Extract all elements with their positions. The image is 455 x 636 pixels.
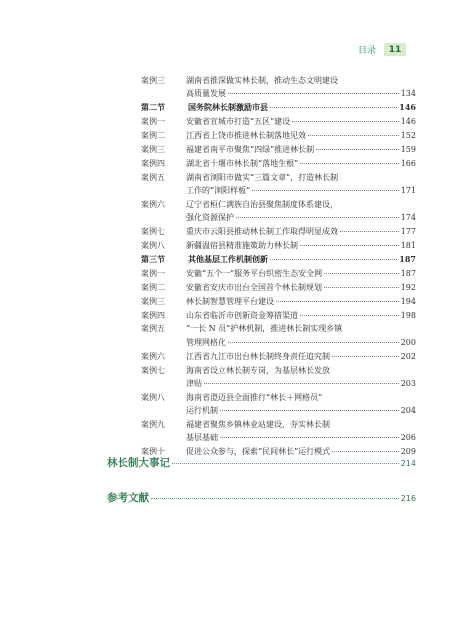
- toc-entry-title: [186, 198, 416, 225]
- toc-entry-label: 案例四: [141, 310, 165, 320]
- toc-entry-title: [186, 309, 416, 322]
- toc-entry-label: 案例六: [141, 199, 165, 209]
- toc-entry-title: [186, 391, 416, 418]
- toc-page-number: 200: [400, 337, 416, 347]
- toc-entry-title: [186, 129, 416, 142]
- chapter-title: 参考文献: [107, 492, 149, 504]
- toc-entry-text: 运行机制: [186, 405, 218, 415]
- chapter-page-number: 214: [400, 459, 416, 468]
- toc-entry-text: 湖南省浏阳市做实“三篇文章”，打造林长制: [186, 172, 339, 182]
- toc-entry-label: 案例十: [141, 447, 165, 457]
- dot-leader: [252, 189, 399, 191]
- dot-leader: [228, 341, 399, 343]
- toc-entry-title: [186, 239, 416, 252]
- toc-page-number: 198: [400, 310, 416, 320]
- toc-page-number: 187: [399, 253, 416, 264]
- toc-entry-title: [186, 115, 416, 128]
- dot-leader: [220, 436, 399, 438]
- dot-leader: [204, 382, 399, 384]
- page-header: [358, 43, 406, 56]
- toc-page-number: 209: [400, 447, 416, 457]
- toc-entry-label: 案例二: [141, 131, 165, 140]
- dot-leader: [151, 497, 399, 499]
- toc-chapter[interactable]: [107, 455, 416, 470]
- toc-page-number: 152: [400, 131, 416, 140]
- chapter-title: 林长制大事记: [107, 457, 170, 469]
- toc-page-number: 206: [400, 433, 416, 443]
- dot-leader: [276, 300, 399, 302]
- toc-entry-label: 案例七: [141, 227, 165, 237]
- dot-leader: [324, 272, 399, 274]
- toc-page-number: 203: [400, 378, 416, 388]
- toc-entry-label: 案例三: [141, 296, 165, 306]
- toc-entry-title: [186, 418, 416, 445]
- header-label: 目录: [357, 46, 376, 56]
- toc-entry-text: 高质量发展: [186, 89, 226, 99]
- toc-entry-title: [188, 101, 416, 114]
- dot-leader: [300, 162, 399, 164]
- toc-entry-label: 案例三: [141, 76, 165, 85]
- dot-leader: [316, 148, 399, 150]
- toc-entry-title: [186, 295, 416, 308]
- dot-leader: [292, 120, 399, 122]
- toc-entry-title: [186, 143, 416, 156]
- toc-page-number: 159: [400, 144, 416, 154]
- toc-entry-text: 江西省上饶市推进林长制落地见效: [186, 131, 306, 140]
- toc-entry-text: 基层基础: [186, 433, 218, 443]
- dot-leader: [300, 244, 399, 246]
- toc-entry-text: 海南省设立林长制专岗，为基层林长发放: [186, 365, 330, 375]
- toc-entry-label: 案例五: [141, 324, 165, 334]
- toc-page-number: 181: [400, 241, 416, 250]
- toc-page-number: 204: [400, 405, 416, 415]
- toc-entry-title: [186, 322, 416, 349]
- dot-leader: [324, 286, 399, 288]
- toc-entry-label: 案例四: [141, 158, 165, 168]
- toc-entry-text: 工作的“浏阳样板”: [186, 185, 251, 195]
- toc-entry-title: [186, 157, 416, 170]
- toc-entry-title: [186, 350, 416, 363]
- toc-entry-text: 海南省澄迈县全面推行“林长＋网格员”: [186, 392, 323, 402]
- toc-page-number: 146: [400, 117, 416, 127]
- toc-page-number: 202: [400, 351, 416, 361]
- toc-entry-label: 案例八: [141, 392, 165, 402]
- toc-entry-label: 案例一: [141, 268, 165, 278]
- toc-entry-text: 新疆温宿县精准施策助力林长制: [186, 241, 298, 250]
- dot-leader: [300, 314, 399, 316]
- dot-leader: [220, 409, 399, 411]
- toc-entry-text: 辽宁省桓仁满族自治县聚焦制度体系建设，: [186, 199, 338, 209]
- toc-entry-text: 湖北省十堰市林长制“落地生根”: [186, 158, 299, 168]
- toc-entry-title: [186, 74, 416, 101]
- toc-entry-text: “一长 N 员”护林机制，推进林长制实现乡镇: [186, 324, 343, 334]
- toc-entry-text: 江西省九江市出台林长制终身责任追究制: [186, 351, 330, 361]
- toc-entry-label: 第三节: [141, 253, 165, 264]
- toc-entry-text: 津贴: [186, 378, 202, 388]
- dot-leader: [270, 258, 397, 260]
- toc-entry-label: 第二节: [141, 102, 165, 113]
- toc-entry-label: 案例三: [141, 144, 165, 154]
- toc-entry-text: 湖南省推深做实林长制，推动生态文明建设: [186, 76, 338, 85]
- toc-entry-text: 管理网格化: [186, 337, 226, 347]
- toc-entry-title: [186, 267, 416, 280]
- toc-page-number: 134: [400, 89, 416, 99]
- dot-leader: [340, 230, 399, 232]
- toc-entry-text: 安徽“五个一”服务平台织密生态安全网: [186, 268, 323, 278]
- dot-leader: [172, 462, 399, 464]
- toc-entry-text: 促进公众参与，探索“民间林长”运行模式: [186, 447, 331, 457]
- toc-entry-text: 强化资源保护: [186, 213, 234, 223]
- toc-entry-text: 福建省聚焦乡镇林业站建设，夯实林长制: [186, 419, 330, 429]
- toc-page-number: 194: [400, 296, 416, 306]
- dot-leader: [270, 106, 397, 108]
- toc-page-number: 146: [399, 102, 416, 113]
- toc-entry-title: [188, 253, 416, 266]
- toc-entry-title: [186, 281, 416, 294]
- toc-entry-title: [186, 171, 416, 198]
- dot-leader: [332, 450, 399, 452]
- toc-entry-text: 其他基层工作机制创新: [188, 253, 268, 264]
- toc-entry-label: 案例五: [141, 172, 165, 182]
- toc-entry-label: 案例一: [141, 117, 165, 127]
- toc-entry-text: 山东省临沂市创新资金筹措渠道: [186, 310, 298, 320]
- dot-leader: [332, 355, 399, 357]
- toc-page-number: 174: [400, 213, 416, 223]
- toc-entry-label: 案例九: [141, 419, 165, 429]
- toc-page-number: 177: [400, 227, 416, 237]
- toc-entry-label: 案例七: [141, 365, 165, 375]
- toc-entry-text: 安徽省安庆市出台全国首个林长制规划: [186, 282, 322, 292]
- toc-entry-text: 国务院林长制激励市县: [188, 102, 268, 113]
- toc-entry-label: 案例八: [141, 241, 165, 250]
- toc-entry-label: 案例六: [141, 351, 165, 361]
- toc-page-number: 166: [400, 158, 416, 168]
- toc-page-number: 171: [400, 185, 416, 195]
- chapter-page-number: 216: [400, 494, 416, 503]
- toc-entry-text: 安徽省宣城市打造“五区”建设: [186, 117, 291, 127]
- dot-leader: [236, 216, 399, 218]
- toc-entry-text: 福建省南平市聚焦“四绿”推进林长制: [186, 144, 315, 154]
- toc-entry-title: [186, 364, 416, 391]
- toc-entry-label: 案例二: [141, 282, 165, 292]
- toc-entry-text: 重庆市云阳县推动林长制工作取得明显成效: [186, 227, 338, 237]
- dot-leader: [228, 92, 399, 94]
- dot-leader: [308, 134, 399, 136]
- toc-page-number: 192: [400, 282, 416, 292]
- page-number-badge: 11: [384, 43, 406, 56]
- toc-entry-title: [186, 225, 416, 238]
- toc-entry-text: 林长制智慧管理平台建设: [186, 296, 274, 306]
- toc-chapter[interactable]: [107, 490, 416, 505]
- toc-page-number: 187: [400, 268, 416, 278]
